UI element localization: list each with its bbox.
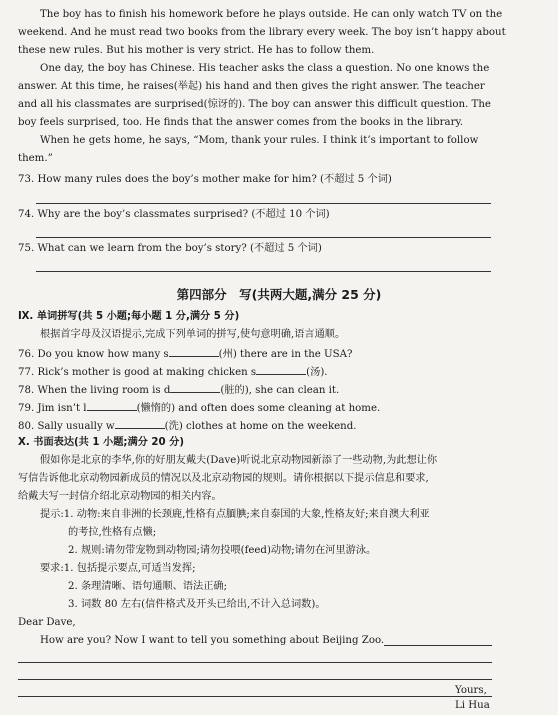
letter-closing: Yours, (455, 685, 487, 696)
item-80 (18, 418, 356, 433)
question-73: 73. How many rules does the boy’s mother make for him? (不超过 5 个词) (18, 174, 392, 185)
passage-line: One day, the boy has Chinese. His teacher asks the class a question. No one knows the (40, 63, 490, 74)
passage-line: and all his classmates are surprised(惊讶的). The boy can answer this difficult question. The (18, 99, 491, 110)
item-78 (18, 382, 339, 397)
item-text: 78. When the living room is d (18, 385, 171, 396)
answer-line-73[interactable] (36, 203, 491, 204)
prompt-line: 写信告诉他北京动物园新成员的情况以及北京动物园的规则。请你根据以下提示信息和要求, (18, 473, 429, 484)
passage-line: weekend. And he must read two books from the library every week. The boy isn’t happy about (18, 27, 506, 38)
item-77 (18, 364, 328, 379)
item-hint: (脏的), she can clean it. (220, 385, 340, 396)
blank-79[interactable] (87, 400, 137, 411)
item-hint: (汤). (306, 367, 328, 378)
writing-line[interactable] (18, 662, 492, 663)
letter-signature: Li Hua (455, 700, 490, 711)
passage-line: When he gets home, he says, “Mom, thank your rules. I think it’s important to follow (40, 135, 479, 146)
item-79 (18, 400, 380, 415)
item-hint: (洗) clothes at home on the weekend. (164, 421, 357, 432)
hint-line: 2. 规则:请勿带宠物到动物园;请勿投喂(feed)动物;请勿在河里游泳。 (68, 545, 377, 556)
answer-line-74[interactable] (36, 237, 491, 238)
question-75: 75. What can we learn from the boy’s story? (不超过 5 个词) (18, 243, 322, 254)
hint-line: 提示:1. 动物:来自非洲的长颈鹿,性格有点腼腆;来自泰国的大象,性格友好;来自澳大利亚 (40, 509, 430, 520)
requirement-line: 2. 条理清晰、语句通顺、语法正确; (68, 581, 228, 592)
question-74: 74. Why are the boy’s classmates surprised? (不超过 10 个词) (18, 209, 330, 220)
blank-78[interactable] (170, 382, 220, 393)
part10-heading: Ⅹ. 书面表达(共 1 小题;满分 20 分) (18, 437, 184, 448)
writing-line[interactable] (18, 696, 492, 697)
part9-heading: Ⅸ. 单词拼写(共 5 小题;每小题 1 分,满分 5 分) (18, 311, 240, 322)
answer-line-75[interactable] (36, 271, 491, 272)
prompt-line: 给戴夫写一封信介绍北京动物园的相关内容。 (18, 491, 222, 502)
item-text: 79. Jim isn’t l (18, 403, 87, 414)
part9-instruction: 根据首字母及汉语提示,完成下列单词的拼写,使句意明确,语言通顺。 (40, 329, 346, 340)
prompt-line: 假如你是北京的李华,你的好朋友戴夫(Dave)听说北京动物园新添了一些动物,为此想让你 (40, 455, 438, 466)
writing-line[interactable] (384, 645, 492, 646)
requirement-line: 要求:1. 包括提示要点,可适当发挥; (40, 563, 196, 574)
item-text: 80. Sally usually w (18, 421, 115, 432)
writing-line[interactable] (18, 679, 492, 680)
passage-line: answer. At this time, he raises(举起) his hand and then gives the right answer. The teacher (18, 81, 485, 92)
passage-line: The boy has to finish his homework before he plays outside. He can only watch TV on the (40, 9, 503, 20)
letter-salutation: Dear Dave, (18, 617, 76, 628)
item-hint: (懒惰的) and often does some cleaning at home. (136, 403, 381, 414)
passage-line: these new rules. But his mother is very strict. He has to follow them. (18, 45, 375, 56)
blank-76[interactable] (169, 346, 219, 357)
item-text: 77. Rick’s mother is good at making chicken s (18, 367, 257, 378)
hint-line: 的考拉,性格有点懒; (68, 527, 157, 538)
blank-77[interactable] (256, 364, 306, 375)
item-text: 76. Do you know how many s (18, 349, 169, 360)
section-title: 第四部分 写(共两大题,满分 25 分) (176, 287, 382, 302)
requirement-line: 3. 词数 80 左右(信件格式及开头已给出,不计入总词数)。 (68, 599, 326, 610)
item-76 (18, 346, 352, 361)
letter-opening: How are you? Now I want to tell you something about Beijing Zoo. (40, 635, 385, 646)
item-hint: (州) there are in the USA? (218, 349, 353, 360)
passage-line: them.” (18, 153, 53, 164)
passage-line: boy feels surprised, too. He finds that the answer comes from the books in the library. (18, 117, 464, 128)
blank-80[interactable] (115, 418, 165, 429)
